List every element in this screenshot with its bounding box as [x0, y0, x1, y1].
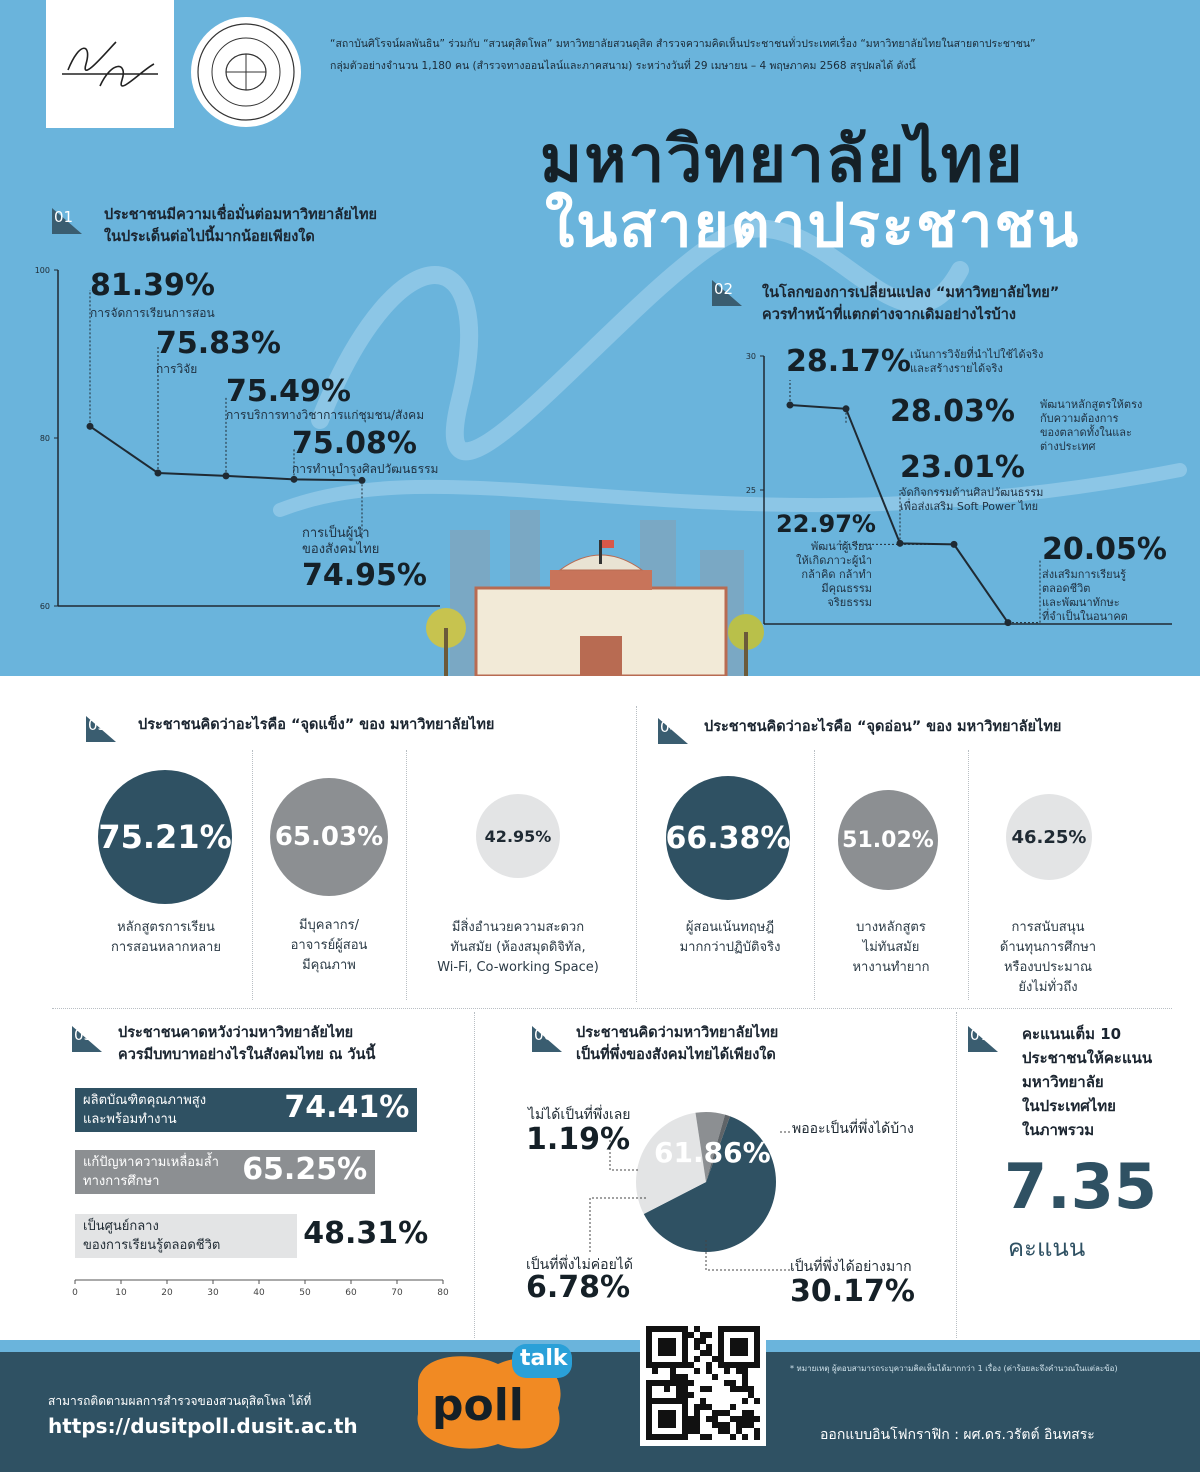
qr-module: [688, 1422, 694, 1428]
qr-module: [700, 1332, 706, 1338]
university-building-illustration: [410, 500, 790, 676]
qr-module: [706, 1350, 712, 1356]
y-tick-label: 30: [745, 352, 756, 361]
x-tick-label: 0: [72, 1288, 78, 1298]
data-point: [897, 540, 904, 547]
s02-label-4: พัฒนาผู้เรียน ให้เกิดภาวะผู้นำ กล้าคิด กล้าทำ มีคุณธรรม จริยธรรม: [796, 540, 872, 609]
qr-module: [688, 1362, 694, 1368]
x-tick-label: 70: [391, 1288, 403, 1298]
qr-module: [742, 1422, 748, 1428]
s04-label-1: ผู้สอนเน้นทฤษฎี มากกว่าปฏิบัติจริง: [679, 920, 781, 955]
qr-module: [754, 1434, 760, 1440]
qr-module: [730, 1380, 736, 1386]
s04-circle-1: 66.38%: [666, 776, 790, 900]
s06-value-4: 1.19%: [526, 1122, 631, 1157]
qr-module: [658, 1380, 664, 1386]
qr-module: [706, 1416, 712, 1422]
data-point: [843, 405, 850, 412]
main-subtitle: ในสายตาประชาชน: [545, 191, 1081, 261]
s05-bar-3-label: เป็นศูนย์กลาง ของการเรียนรู้ตลอดชีวิต: [83, 1219, 221, 1253]
qr-module: [646, 1380, 652, 1386]
qr-module: [706, 1332, 712, 1338]
intro-line-2: กลุ่มตัวอย่างจำนวน 1,180 คน (สำรวจทางออนไลน์และภาคสนาม) ระหว่างวันที่ 29 เมษายน – 4 พฤษภาคม 2568 สรุปผลได้ ดังนี้: [330, 60, 916, 72]
qr-module: [736, 1422, 742, 1428]
hero-banner: [0, 0, 1200, 676]
qr-module: [682, 1380, 688, 1386]
qr-finder: [730, 1338, 748, 1356]
qr-module: [700, 1434, 706, 1440]
qr-module: [664, 1386, 670, 1392]
qr-module: [748, 1386, 754, 1392]
qr-module: [748, 1416, 754, 1422]
qr-finder: [658, 1338, 676, 1356]
s04-label-3: การสนับสนุน ด้านทุนการศึกษา หรืองบประมาณ ยังไม่ทั่วถึง: [999, 920, 1097, 995]
qr-module: [646, 1392, 652, 1398]
intro-line-1: “สถาบันศิโรจน์ผลพันธิน” ร่วมกับ “สวนดุสิตโพล” มหาวิทยาลัยสวนดุสิต สำรวจความคิดเห็นประชาชนทั่วประเทศเรื่อง “มหาวิทยาลัยไทยในสายตาประชาชน”: [330, 38, 1036, 50]
divider: [956, 1012, 957, 1338]
s01-label-1: การจัดการเรียนการสอน: [90, 306, 215, 320]
qr-module: [742, 1416, 748, 1422]
qr-module: [646, 1386, 652, 1392]
footnote: * หมายเหตุ ผู้ตอบสามารถระบุความคิดเห็นได้มากกว่า 1 เรื่อง (ค่าร้อยละจึงคำนวณในแต่ละข้อ): [790, 1364, 1118, 1373]
qr-module: [718, 1422, 724, 1428]
qr-module: [724, 1410, 730, 1416]
qr-module: [742, 1410, 748, 1416]
s06-label-3: เป็นที่พึ่งไม่ค่อยได้: [526, 1257, 633, 1273]
qr-module: [682, 1374, 688, 1380]
qr-module: [652, 1380, 658, 1386]
s06-value-3: 6.78%: [526, 1270, 631, 1305]
qr-module: [670, 1374, 676, 1380]
qr-module: [688, 1380, 694, 1386]
s03-label-3: มีสิ่งอำนวยความสะดวก ทันสมัย (ห้องสมุดดิจิทัล, Wi-Fi, Co-working Space): [437, 920, 599, 975]
s04-label-2: บางหลักสูตร ไม่ทันสมัย หางานทำยาก: [852, 920, 930, 975]
qr-module: [754, 1428, 760, 1434]
qr-module: [670, 1380, 676, 1386]
y-tick-label: 25: [745, 486, 756, 495]
x-tick-label: 80: [437, 1288, 449, 1298]
qr-module: [712, 1374, 718, 1380]
s01-value-2: 75.83%: [156, 326, 281, 361]
section-07-number: 07: [968, 1026, 1012, 1054]
qr-module: [700, 1398, 706, 1404]
s04-circle-3: 46.25%: [1006, 794, 1092, 880]
qr-module: [694, 1410, 700, 1416]
s02-label-2: พัฒนาหลักสูตรให้ตรง กับความต้องการ ของตลาดทั้งในและ ต่างประเทศ: [1040, 398, 1143, 453]
qr-module: [682, 1386, 688, 1392]
s06-label-2: เป็นที่พึ่งได้อย่างมาก: [790, 1259, 912, 1275]
s02-value-1: 28.17%: [786, 344, 911, 379]
qr-module: [682, 1392, 688, 1398]
section-07-title: คะแนนเต็ม 10 ประชาชนให้คะแนน มหาวิทยาลัย ในประเทศไทย ในภาพรวม: [1022, 1025, 1153, 1139]
score-unit: คะแนน: [1008, 1234, 1086, 1262]
s06-label-1: พออะเป็นที่พึ่งได้บ้าง: [792, 1121, 914, 1137]
footer: [0, 1352, 1200, 1472]
qr-module: [742, 1380, 748, 1386]
x-tick-label: 50: [299, 1288, 311, 1298]
s03-label-1: หลักสูตรการเรียน การสอนหลากหลาย: [111, 920, 221, 955]
divider: [52, 1008, 1172, 1009]
s02-label-3: จัดกิจกรรมด้านศิลปวัฒนธรรม เพื่อส่งเสริม Soft Power ไทย: [900, 486, 1044, 513]
qr-module: [724, 1422, 730, 1428]
qr-module: [736, 1416, 742, 1422]
designer-credit: ออกแบบอินโฟกราฟิก : ผศ.ดร.วรัตต์ อินทสระ: [820, 1427, 1095, 1443]
qr-module: [706, 1362, 712, 1368]
leader-line: [1008, 560, 1040, 623]
qr-module: [736, 1386, 742, 1392]
s02-label-1: เน้นการวิจัยที่นำไปใช้ได้จริง และสร้างรายได้จริง: [910, 348, 1044, 375]
s05-bar-3: [75, 1214, 297, 1258]
qr-module: [742, 1386, 748, 1392]
qr-module: [694, 1368, 700, 1374]
qr-module: [712, 1416, 718, 1422]
section-03-title: ประชาชนคิดว่าอะไรคือ “จุดแข็ง” ของ มหาวิทยาลัยไทย: [138, 717, 495, 733]
qr-module: [730, 1404, 736, 1410]
qr-module: [664, 1380, 670, 1386]
s01-label-4: การทำนุบำรุงศิลปวัฒนธรรม: [292, 462, 439, 476]
qr-module: [718, 1410, 724, 1416]
s01-value-5: 74.95%: [302, 558, 427, 593]
s05-bar-1-value: 74.41%: [284, 1090, 410, 1125]
qr-module: [748, 1422, 754, 1428]
qr-module: [676, 1380, 682, 1386]
s03-label-2: มีบุคลากร/ อาจารย์ผู้สอน มีคุณภาพ: [290, 918, 368, 973]
leader-line: [590, 1198, 646, 1252]
qr-module: [742, 1434, 748, 1440]
website-link[interactable]: https://dusitpoll.dusit.ac.th: [48, 1414, 358, 1438]
y-tick-label: 60: [39, 602, 50, 611]
qr-module: [706, 1386, 712, 1392]
qr-module: [706, 1344, 712, 1350]
qr-code[interactable]: [640, 1320, 766, 1446]
s06-label-4: ไม่ได้เป็นที่พึ่งเลย: [528, 1107, 631, 1123]
s01-label-5: การเป็นผู้นำ ของสังคมไทย: [302, 526, 380, 557]
s01-value-1: 81.39%: [90, 268, 215, 303]
qr-module: [676, 1386, 682, 1392]
qr-module: [724, 1380, 730, 1386]
qr-module: [700, 1338, 706, 1344]
x-tick-label: 60: [345, 1288, 357, 1298]
qr-module: [694, 1338, 700, 1344]
qr-module: [742, 1374, 748, 1380]
qr-finder: [658, 1410, 676, 1428]
s02-label-5: ส่งเสริมการเรียนรู้ ตลอดชีวิต และพัฒนาทักษะ ที่จำเป็นในอนาคต: [1042, 568, 1128, 623]
section-04-number: 04: [658, 718, 702, 746]
qr-module: [688, 1392, 694, 1398]
qr-module: [712, 1422, 718, 1428]
section-05-title: ประชาชนคาดหวังว่ามหาวิทยาลัยไทย ควรมีบทบาทอย่างไรในสังคมไทย ณ วันนี้: [118, 1025, 376, 1063]
qr-module: [694, 1428, 700, 1434]
qr-module: [706, 1368, 712, 1374]
qr-module: [742, 1398, 748, 1404]
s02-value-3: 23.01%: [900, 450, 1025, 485]
data-point: [951, 541, 958, 548]
divider: [406, 750, 407, 1000]
qr-module: [694, 1416, 700, 1422]
qr-module: [730, 1386, 736, 1392]
qr-module: [736, 1428, 742, 1434]
y-tick-label: 100: [34, 266, 50, 275]
section-02-title: ในโลกของการเปลี่ยนแปลง “มหาวิทยาลัยไทย” ควรทำหน้าที่แตกต่างจากเดิมอย่างไรบ้าง: [762, 285, 1060, 323]
section-01-title: ประชาชนมีความเชื่อมั่นต่อมหาวิทยาลัยไทย ในประเด็นต่อไปนี้มากน้อยเพียงใด: [104, 207, 378, 245]
s01-value-4: 75.08%: [292, 426, 417, 461]
s05-bar-2: [75, 1150, 375, 1194]
qr-module: [706, 1434, 712, 1440]
qr-module: [754, 1398, 760, 1404]
qr-module: [694, 1404, 700, 1410]
s05-bar-1: [75, 1088, 417, 1132]
qr-module: [742, 1368, 748, 1374]
data-point: [1005, 619, 1012, 626]
qr-module: [670, 1368, 676, 1374]
section-06-number: 06: [532, 1026, 576, 1054]
qr-module: [712, 1410, 718, 1416]
qr-module: [730, 1416, 736, 1422]
qr-module: [730, 1434, 736, 1440]
s05-bar-2-value: 65.25%: [242, 1152, 368, 1187]
s02-value-4: 22.97%: [776, 510, 876, 538]
s02-value-5: 20.05%: [1042, 532, 1167, 567]
section-04-title: ประชาชนคิดว่าอะไรคือ “จุดอ่อน” ของ มหาวิทยาลัยไทย: [704, 719, 1062, 735]
section-03-number: 03: [86, 716, 130, 744]
s02-value-2: 28.03%: [890, 394, 1015, 429]
divider: [252, 750, 253, 1000]
logo-talk: talk: [520, 1346, 568, 1371]
section-01-number: 01: [52, 208, 96, 236]
section-05-number: 05: [72, 1026, 116, 1054]
x-tick-label: 40: [253, 1288, 265, 1298]
qr-module: [700, 1386, 706, 1392]
y-tick-label: 80: [39, 434, 50, 443]
data-point: [787, 402, 794, 409]
x-tick-label: 20: [161, 1288, 173, 1298]
qr-module: [688, 1428, 694, 1434]
s01-value-3: 75.49%: [226, 374, 351, 409]
qr-module: [700, 1350, 706, 1356]
qr-module: [688, 1332, 694, 1338]
s03-circle-3: 42.95%: [476, 794, 560, 878]
qr-module: [724, 1368, 730, 1374]
main-title: มหาวิทยาลัยไทย: [540, 123, 1025, 197]
talk-poll-logo: [408, 1344, 576, 1456]
x-tick-label: 30: [207, 1288, 219, 1298]
divider: [474, 1012, 475, 1338]
qr-module: [754, 1416, 760, 1422]
qr-module: [694, 1344, 700, 1350]
qr-code-icon: [646, 1326, 760, 1440]
qr-module: [712, 1356, 718, 1362]
qr-module: [676, 1392, 682, 1398]
qr-module: [688, 1416, 694, 1422]
s05-bar-3-value: 48.31%: [303, 1216, 429, 1251]
qr-module: [724, 1428, 730, 1434]
s03-circle-1: 75.21%: [98, 770, 232, 904]
s01-label-3: การบริการทางวิชาการแก่ชุมชน/สังคม: [226, 408, 425, 422]
qr-module: [694, 1326, 700, 1332]
qr-module: [676, 1374, 682, 1380]
x-tick-label: 10: [115, 1288, 127, 1298]
qr-module: [748, 1410, 754, 1416]
s06-value-1: 61.86%: [654, 1136, 771, 1169]
qr-module: [748, 1392, 754, 1398]
divider: [814, 750, 815, 1000]
divider: [968, 750, 969, 1000]
s01-label-2: การวิจัย: [156, 362, 198, 376]
s05-bar-2-label: แก้ปัญหาความเหลื่อมล้ำ ทางการศึกษา: [83, 1155, 219, 1189]
s06-value-2: 30.17%: [790, 1274, 915, 1309]
logo-poll: poll: [432, 1380, 524, 1431]
s05-bar-1-label: ผลิตบัณฑิตคุณภาพสูง และพร้อมทำงาน: [83, 1093, 207, 1127]
section-06-title: ประชาชนคิดว่ามหาวิทยาลัยไทย เป็นที่พึ่งของสังคมไทยได้เพียงใด: [576, 1025, 779, 1063]
overall-score: 7.35: [1004, 1150, 1157, 1223]
qr-module: [694, 1422, 700, 1428]
qr-module: [700, 1404, 706, 1410]
qr-module: [652, 1368, 658, 1374]
qr-module: [694, 1356, 700, 1362]
s03-circle-2: 65.03%: [270, 778, 388, 896]
qr-module: [736, 1368, 742, 1374]
qr-module: [718, 1428, 724, 1434]
qr-module: [706, 1404, 712, 1410]
s04-circle-2: 51.02%: [838, 790, 938, 890]
divider: [636, 706, 637, 1002]
section-02-number: 02: [712, 280, 756, 308]
follow-text: สามารถติดตามผลการสำรวจของสวนดุสิตโพล ได้ที่: [48, 1394, 312, 1408]
